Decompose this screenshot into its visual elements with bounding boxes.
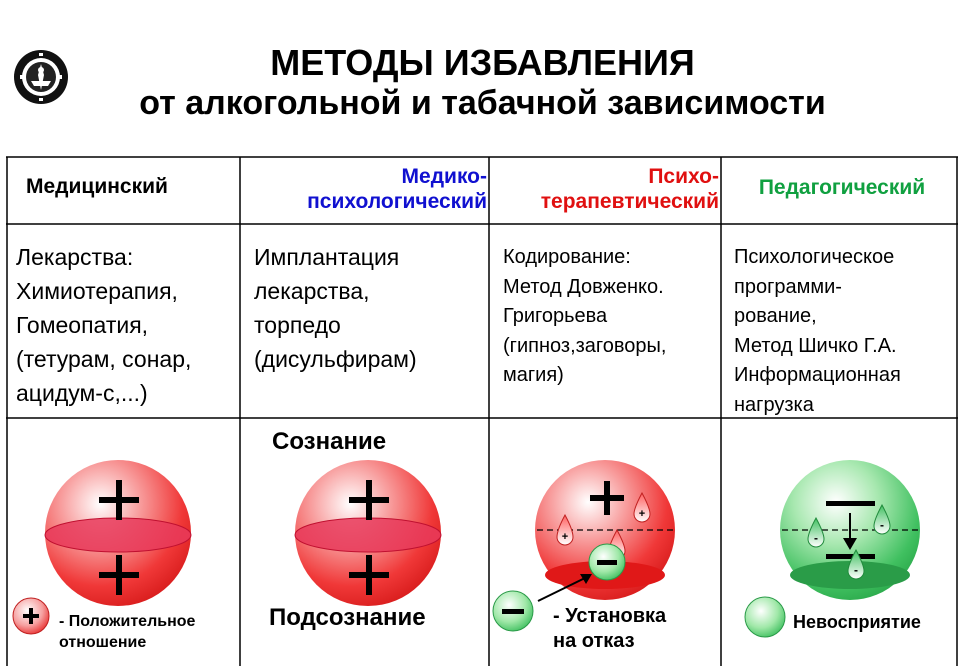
content-medico-psychological: Имплантация лекарства, торпедо (дисульфирам) [254,244,417,372]
legend-refusal: - Установка на отказ [553,605,667,652]
label-conscious: Сознание [272,428,387,455]
svg-text:-: - [854,563,858,577]
header-medico-psychological: Медико- психологический [307,165,487,213]
content-pedagogical: Психологическое программи- рование, Метод Шичко Г.А. Информационная нагрузка [734,246,901,416]
header-pedagogical: Педагогический [758,176,926,199]
svg-text:+: + [638,508,646,520]
content-medical: Лекарства: Химиотерапия, Гомеопатия, (тетурам, сонар, ацидум-с,...) [16,244,192,406]
sphere-rejection-icon [780,460,920,600]
sphere-conscious-icon [295,460,441,606]
content-psychotherapeutic: Кодирование: Метод Довженко. Григорьева (гипноз,заговоры, магия) [503,246,667,386]
svg-text:-: - [880,518,884,532]
legend-minus-icon [493,591,533,631]
header-psychotherapeutic: Психо- терапевтический [540,165,719,213]
legend-positive: - Положительное отношение [59,613,196,651]
header-medical: Медицинский [26,175,168,198]
page-title: МЕТОДЫ ИЗБАВЛЕНИЯ [270,42,695,83]
svg-text:-: - [814,531,818,545]
legend-circle-icon [745,597,785,637]
sphere-refusal-icon [535,460,675,601]
svg-text:+: + [561,531,569,543]
sphere-positive-icon [45,460,191,606]
legend-rejection: Невосприятие [793,612,921,632]
legend-plus-icon [13,598,49,634]
page-subtitle: от алкогольной и табачной зависимости [139,84,826,122]
label-subconscious: Подсознание [269,604,426,631]
